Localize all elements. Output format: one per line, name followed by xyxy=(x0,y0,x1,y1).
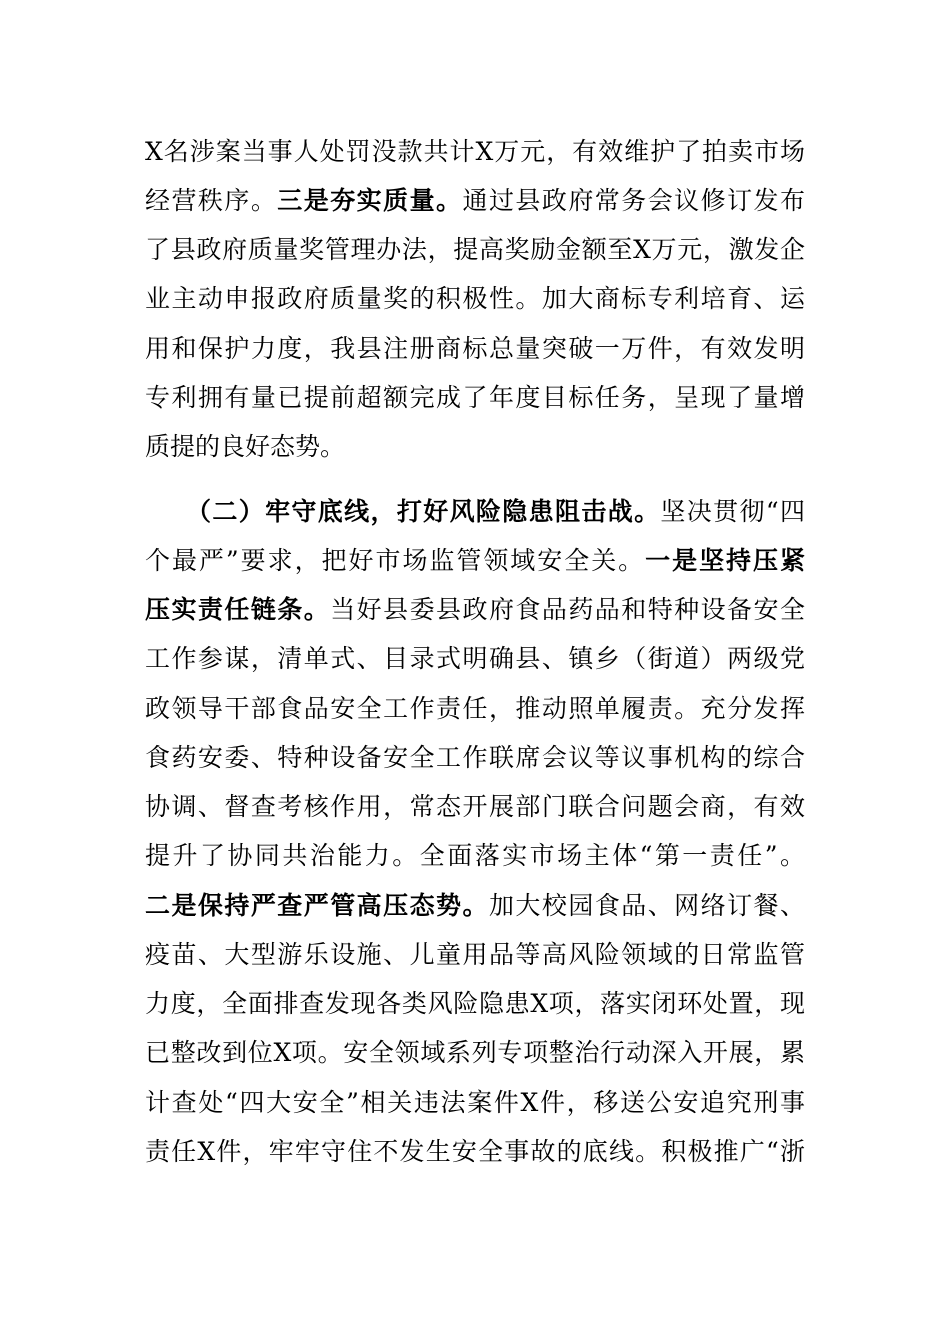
text-run: 个最严”要求，把好市场监管领域安全关。 xyxy=(145,546,646,575)
text-run: 专利拥有量已提前超额完成了年度目标任务，呈现了量增 xyxy=(145,383,805,412)
bold-heading-run: 二是保持严查严管高压态势。 xyxy=(145,891,489,920)
text-run: 经营秩序。 xyxy=(145,186,278,215)
text-run: 业主动申报政府质量奖的积极性。加大商标专利培育、运 xyxy=(145,284,805,313)
text-run: 提升了协同共治能力。全面落实市场主体“第一责任”。 xyxy=(145,841,805,870)
text-line xyxy=(145,181,805,221)
text-line xyxy=(145,1083,805,1123)
text-run: 坚决贯彻“四 xyxy=(660,497,805,526)
bold-heading-run: 一是坚持压紧 xyxy=(645,546,805,575)
text-line xyxy=(145,590,805,630)
text-run: 疫苗、大型游乐设施、儿童用品等高风险领域的日常监管 xyxy=(145,940,805,969)
text-line xyxy=(145,279,805,319)
text-line xyxy=(145,639,805,679)
text-line xyxy=(145,886,805,926)
text-line xyxy=(145,541,805,581)
text-line xyxy=(145,1033,805,1073)
text-line xyxy=(145,836,805,876)
bold-heading-run: 压实责任链条。 xyxy=(145,595,331,624)
text-line xyxy=(145,787,805,827)
text-run: 政领导干部食品安全工作责任，推动照单履责。充分发挥 xyxy=(145,694,805,723)
text-run: 了县政府质量奖管理办法，提高奖励金额至X万元，激发企 xyxy=(145,235,805,264)
text-line xyxy=(145,738,805,778)
text-run: 工作参谋，清单式、目录式明确县、镇乡（街道）两级党 xyxy=(145,644,805,673)
text-line xyxy=(186,492,805,532)
text-line xyxy=(145,132,805,172)
text-run: 食药安委、特种设备安全工作联席会议等议事机构的综合 xyxy=(145,743,805,772)
text-run: 力度，全面排查发现各类风险隐患X项，落实闭环处置，现 xyxy=(145,989,805,1018)
text-line xyxy=(145,984,805,1024)
text-line xyxy=(145,378,805,418)
text-run: 当好县委县政府食品药品和特种设备安全 xyxy=(330,595,805,624)
text-run: X名涉案当事人处罚没款共计X万元，有效维护了拍卖市场 xyxy=(145,137,805,166)
text-run: 计查处“四大安全”相关违法案件X件，移送公安追究刑事 xyxy=(145,1088,805,1117)
text-run: 加大校园食品、网络订餐、 xyxy=(488,891,805,920)
text-run: 用和保护力度，我县注册商标总量突破一万件，有效发明 xyxy=(145,334,805,363)
text-line xyxy=(145,689,805,729)
text-run: 协调、督查考核作用，常态开展部门联合问题会商，有效 xyxy=(145,792,805,821)
text-run: 已整改到位X项。安全领域系列专项整治行动深入开展，累 xyxy=(145,1038,805,1067)
text-line xyxy=(145,230,805,270)
text-line xyxy=(145,329,805,369)
text-line xyxy=(145,1132,805,1172)
bold-heading-run: 三是夯实质量。 xyxy=(277,186,463,215)
section-heading: （二）牢守底线，打好风险隐患阻击战。 xyxy=(186,497,661,526)
text-line xyxy=(145,427,805,467)
text-run: 质提的良好态势。 xyxy=(145,432,346,461)
text-run: 责任X件，牢牢守住不发生安全事故的底线。积极推广“浙 xyxy=(145,1137,805,1166)
text-line xyxy=(145,935,805,975)
text-run: 通过县政府常务会议修订发布 xyxy=(462,186,805,215)
